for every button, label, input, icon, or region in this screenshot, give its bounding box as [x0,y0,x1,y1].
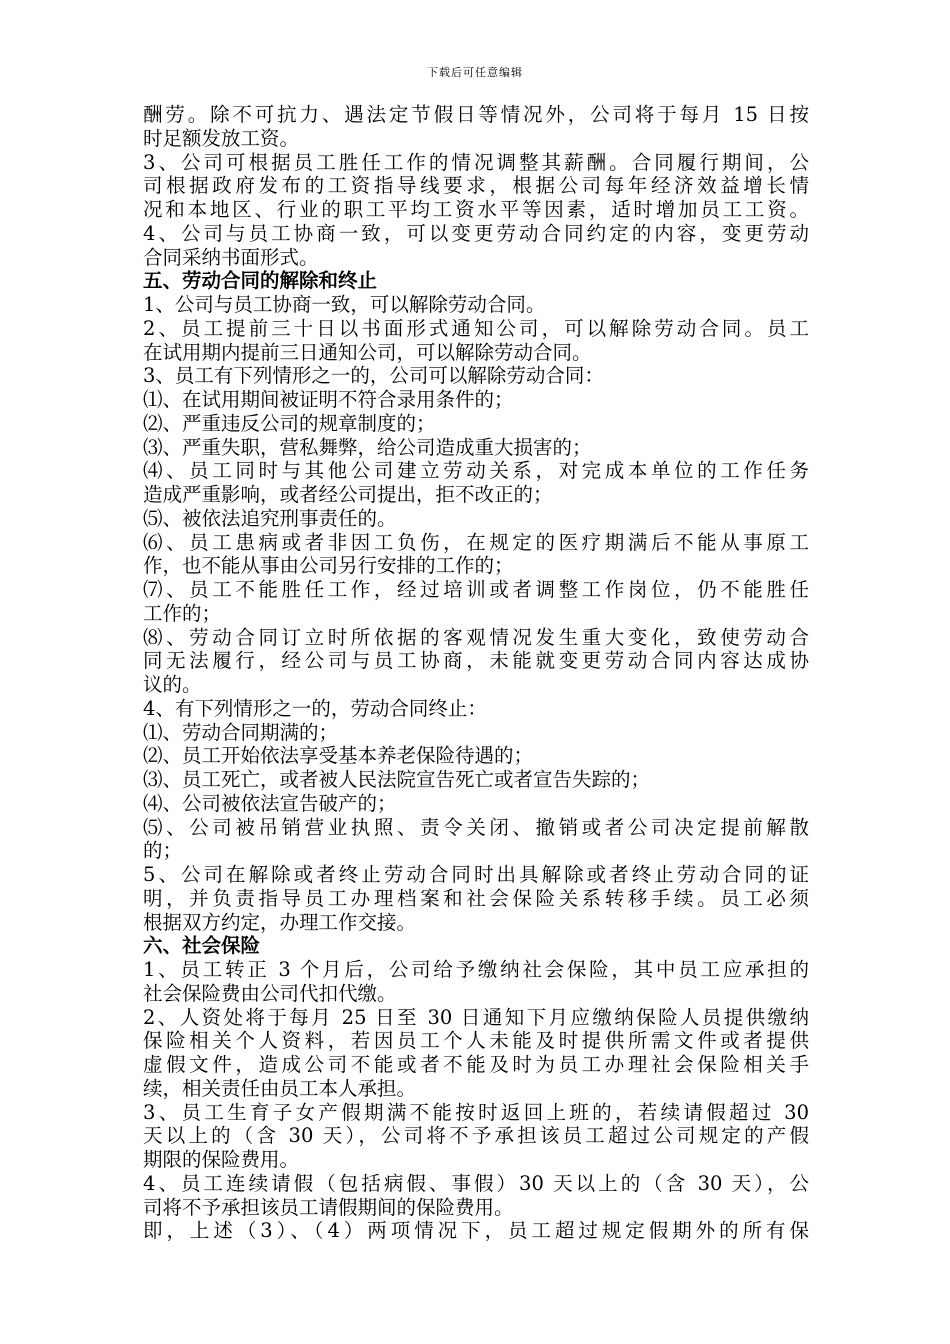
text-line: ⑸、被依法追究刑事责任的。 [143,506,397,530]
text-line: 明，并负责指导员工办理档案和社会保险关系转移手续。员工必须 [143,886,809,910]
text-line: ⑴、劳动合同期满的； [143,720,339,744]
text-line: 即，上述（3）、（4）两项情况下，员工超过规定假期外的所有保 [143,1219,809,1243]
text-line: ⑶、员工死亡，或者被人民法院宣告死亡或者宣告失踪的； [143,768,651,791]
text-line: ⑸、公司被吊销营业执照、责令关闭、撤销或者公司决定提前解散 [143,815,809,839]
text-line: 3、公司可根据员工胜任工作的情况调整其薪酬。合同履行期间，公 [143,150,809,174]
text-line: 3、员工有下列情形之一的，公司可以解除劳动合同： [143,364,604,388]
text-line: 根据双方约定，办理工作交接。 [143,910,417,934]
text-line: 1、公司与员工协商一致，可以解除劳动合同。 [143,293,546,316]
text-line: ⑻、劳动合同订立时所依据的客观情况发生重大变化，致使劳动合 [143,625,809,649]
page-header: 下载后可任意编辑 [427,66,523,79]
text-line: 5、公司在解除或者终止劳动合同时出具解除或者终止劳动合同的证 [143,863,809,886]
text-line: 司将不予承担该员工请假期间的保险费用。 [143,1195,514,1219]
text-line: 工作的； [143,601,222,625]
text-line: 的； [143,839,183,863]
text-line: 合同采纳书面形式。 [143,245,319,269]
text-line: ⑴、在试用期间被证明不符合录用条件的； [143,388,514,411]
text-line: ⑵、严重违反公司的规章制度的； [143,411,436,435]
text-line: ⑺、员工不能胜任工作，经过培训或者调整工作岗位，仍不能胜任 [143,578,809,601]
text-line: 4、员工连续请假（包括病假、事假）30 天以上的（含 30 天），公 [143,1171,809,1195]
text-line: ⑹、员工患病或者非因工负伤，在规定的医疗期满后不能从事原工 [143,530,809,554]
text-line: ⑷、公司被依法宣告破产的； [143,791,397,815]
text-line: ⑶、严重失职，营私舞弊，给公司造成重大损害的； [143,435,592,459]
text-line: 造成严重影响，或者经公司提出，拒不改正的； [143,483,553,506]
text-line: 2、人资处将于每月 25 日至 30 日通知下月应缴纳保险人员提供缴纳 [143,1005,809,1029]
text-line: 2、员工提前三十日以书面形式通知公司，可以解除劳动合同。员工 [143,316,809,340]
text-line: 1、员工转正 3 个月后，公司给予缴纳社会保险，其中员工应承担的 [143,958,809,981]
text-line: 保险相关个人资料，若因员工个人未能及时提供所需文件或者提供 [143,1029,809,1053]
text-line: 况和本地区、行业的职工平均工资水平等因素，适时增加员工工资。 [143,198,809,221]
text-line: 议的。 [143,673,202,696]
text-line: ⑵、员工开始依法享受基本养老保险待遇的； [143,744,534,768]
text-line: 4、有下列情形之一的，劳动合同终止： [143,696,487,720]
text-line: 在试用期内提前三日通知公司，可以解除劳动合同。 [143,340,592,364]
text-line: 续，相关责任由员工本人承担。 [143,1076,417,1100]
text-line: 作，也不能从事由公司另行安排的工作的； [143,554,514,578]
text-line: 时足额发放工资。 [143,126,300,150]
text-line: 酬劳。除不可抗力、遇法定节假日等情况外，公司将于每月 15 日按 [143,103,809,126]
text-line: 期限的保险费用。 [143,1148,300,1171]
document-body [143,103,809,1243]
text-line: 3、员工生育子女产假期满不能按时返回上班的，若续请假超过 30 [143,1100,809,1124]
text-line: ⑷、员工同时与其他公司建立劳动关系，对完成本单位的工作任务 [143,459,809,483]
text-line: 虚假文件，造成公司不能或者不能及时为员工办理社会保险相关手 [143,1053,809,1076]
text-line: 社会保险费由公司代扣代缴。 [143,981,397,1005]
section-heading: 六、社会保险 [143,934,261,958]
text-line: 同无法履行，经公司与员工协商，未能就变更劳动合同内容达成协 [143,649,809,673]
text-line: 天以上的（含 30 天），公司将不予承担该员工超过公司规定的产假 [143,1124,809,1148]
section-heading: 五、劳动合同的解除和终止 [143,269,378,293]
text-line: 司根据政府发布的工资指导线要求，根据公司每年经济效益增长情 [143,174,809,198]
text-line: 4、公司与员工协商一致，可以变更劳动合同约定的内容，变更劳动 [143,221,809,245]
